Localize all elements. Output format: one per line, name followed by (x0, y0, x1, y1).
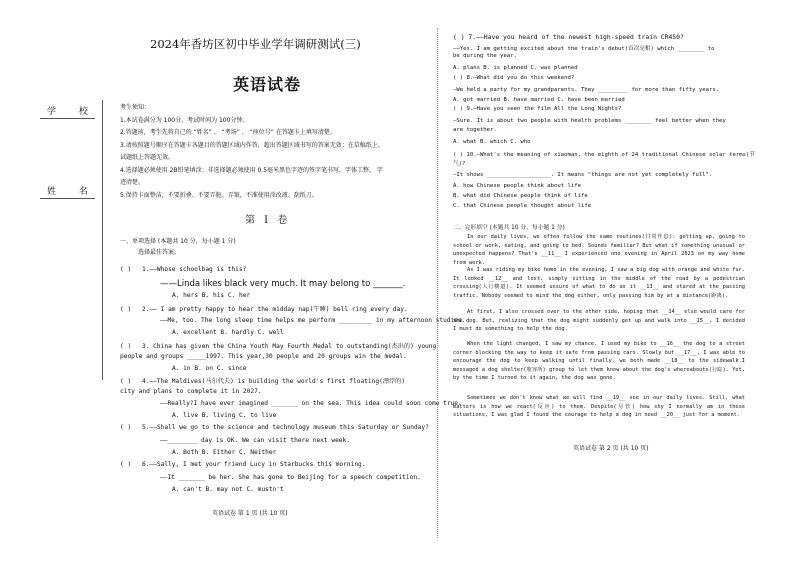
question-line: ( )3. China has given the China Youth May Fourth Medal to outstanding(杰出的) young (120, 343, 437, 350)
note-line: 迹清楚。 (120, 179, 145, 186)
question-line: ——Linda likes black very much. It may belong to _______. (160, 279, 406, 289)
question-line: ——It _______ be her. She has gone to Beijing for a speech competition. (160, 474, 421, 481)
question-line: ( )5.——Shall we go to the science and technology museum this Saturday or Sunday? (120, 424, 429, 431)
question-line: ( ) 9.—Have you seen the film All the Long Nights? (453, 106, 622, 112)
note-line: 4.选择题必须使用 2B铅笔填涂；非选择题必须使用 0.5毫米黑色字迹的签字笔书写，字体工整、 字 (120, 166, 383, 174)
question-line: —Sure. It is about two people with health problems ________ feel better when they (453, 118, 726, 124)
school-line (40, 118, 95, 119)
exam-notes (120, 102, 430, 202)
question-line: ( )4.——The Maldives(马尔代夫) is building the world's first floating(漂浮的) (120, 378, 406, 385)
question-line: A. excellent B. hardly C. well (172, 329, 284, 336)
question-line: ( ) 7.——Have you heard of the newest high-speed train CR450? (453, 33, 684, 41)
part-title: 一、单项选择 (本题共 10 分，每小题 1 分) (120, 238, 236, 245)
question-line: ( )1.——Whose schoolbag is this? (120, 266, 247, 273)
part-heading (120, 236, 435, 258)
question-line: A. how Chinese people think about life (453, 183, 581, 189)
question-line: C. that Chinese people thought about life (453, 203, 592, 209)
question-line: A. live B. living C. to live (172, 412, 277, 419)
name-line (40, 198, 95, 199)
question-line: A. can't B. may not C. mustn't (172, 486, 284, 493)
exam-subtitle: 英语试卷 (233, 75, 302, 94)
question-line: people and groups _____1997. This year,30 people and 20 groups win the medal. (120, 353, 407, 360)
question-line: ( )6.——Sally, I met your friend Lucy in Starbucks this morning. (120, 461, 366, 468)
school-label: 学 校 (47, 107, 98, 117)
page-footer-right: 英语试卷 第 2 页 (共 10 页) (573, 445, 649, 452)
question-line: 气)? (453, 161, 466, 167)
binding-line (102, 100, 103, 380)
question-line: A. in B. on C. since (172, 365, 247, 372)
passage-paragraph: When the light changed, I saw my chance. I used my bike to __16__ the dog to a street corner blocking the way to keep it safe from passing cars. Slowly but __17__, I was able to encourage the dog to keep walking until finally, we both made __18__ to the sidewalk.I messaged a dog shelter(收容所) group to let them know about the dog's whereabouts(行踪). Yet, by the time I turned to it again, the dog was gone. (453, 341, 745, 382)
exam-title: 2024年香坊区初中毕业学年调研测试(三) (150, 37, 361, 51)
section-title: 第 I 卷 (245, 215, 291, 226)
page-footer: 英语试卷 第 1 页 (共 10 页) (212, 510, 288, 517)
note-line: 1.本试卷满分为 100分，考试时间为 100分钟。 (120, 116, 249, 124)
part-instruction: 选择最佳答案。 (138, 249, 181, 256)
question-line: A. what B. which C. who (453, 139, 531, 145)
passage-paragraph: At first, I also crossed over to the other side, hoping that __14__ else would care for the dog. But, realizing that the dog might suddenly get up and walk into __15__, I decided I must do something to help the dog. (453, 309, 745, 333)
question-line: city and plans to complete it in 2027. (120, 388, 262, 395)
question-line: —It shows ___________________. It means "things are not yet completely full". (453, 172, 713, 178)
page-divider (437, 28, 438, 538)
name-label: 姓 名 (47, 187, 98, 197)
question-line: ——Me, too. The long sleep time helps me perform _________ in my afternoon studies. (160, 317, 466, 324)
question-line: ——________ day is OK. We can visit there next week. (160, 437, 350, 444)
question-line: A. got married B. have married C. have been married (453, 97, 625, 103)
passage-paragraph: Sometimes we don't know what we will find __19__ see in our daily lives. Still, what matters is how we react(反应) to them. Despite(尽管) how shy I normally am in these situations, I was glad I found the courage to help a dog in need __20__ just for a moment. (453, 395, 745, 419)
question-line: B. what did Chinese people think of life (453, 193, 588, 199)
question-line: ( )2.—— I am pretty happy to hear the midday nap(午睡) bell ring every day. (120, 306, 408, 313)
question-line: —We held a party for my grandparents. They _________ for more than fifty years. (453, 87, 720, 93)
question-line: A. hers B. his C. her (172, 292, 251, 299)
question-line: ( ) 10.—What's the meaning of xiaoman, the eighth of 24 traditional Chinese solar terms(节 (453, 152, 755, 158)
question-line: be during the year. (453, 53, 517, 59)
question-line: A. plans B. is planned C. was planned (453, 65, 578, 71)
note-line: 试题纸上答题无效。 (120, 154, 175, 161)
note-line: 2.答题前，考生先将自己的 “姓名” 、 “考场” 、 “座位号” 在答题卡上填写清楚。 (120, 129, 336, 136)
note-line: 考生须知： (120, 104, 151, 111)
note-line: 5.保持卡面整洁，不要折叠、不要弄脏、弄皱，不准使用涂改液、刮纸刀。 (120, 191, 318, 199)
question-line: A. Both B. Either C. Neither (172, 449, 277, 456)
passage-paragraph: As I was riding my bike home in the evening, I saw a big dog with orange and white fur. It looked __12__ and lost, simply sitting in the middle of the road by a pedestrian crossing(人行横道). It seemed unsure of what to do as it __13__ and stared at the passing traffic. Nobody seemed to mind the dog either, only passing him by at a distance(距离). (453, 267, 745, 299)
note-line: 3.请按照题号顺序在答题卡各题目的答题区域内作答，超出答题区域书写的答案无效；在草稿纸上、 (120, 141, 384, 149)
question-line: ——Yes. I am getting excited about the train's debut(首次亮相) which ________ to (453, 46, 715, 52)
question-line: are together. (453, 127, 497, 133)
question-line: ——Really?I have ever imagined _______ on the sea. This idea could soon come true. (160, 400, 462, 407)
passage-paragraph: In our daily lives, we often follow the same routines(日常作息): getting up, going to school or work, eating, and going to bed. Sounds familiar? But what if something unusual or unexpected happens? That's __11__ I experienced one evening in April 2023 on my way home from work. (453, 234, 745, 266)
section2-title: 二、完形填空 (本题共 10 分，每小题 1 分) (453, 225, 565, 231)
question-line: ( ) 8.—What did you do this weekend? (453, 75, 575, 81)
